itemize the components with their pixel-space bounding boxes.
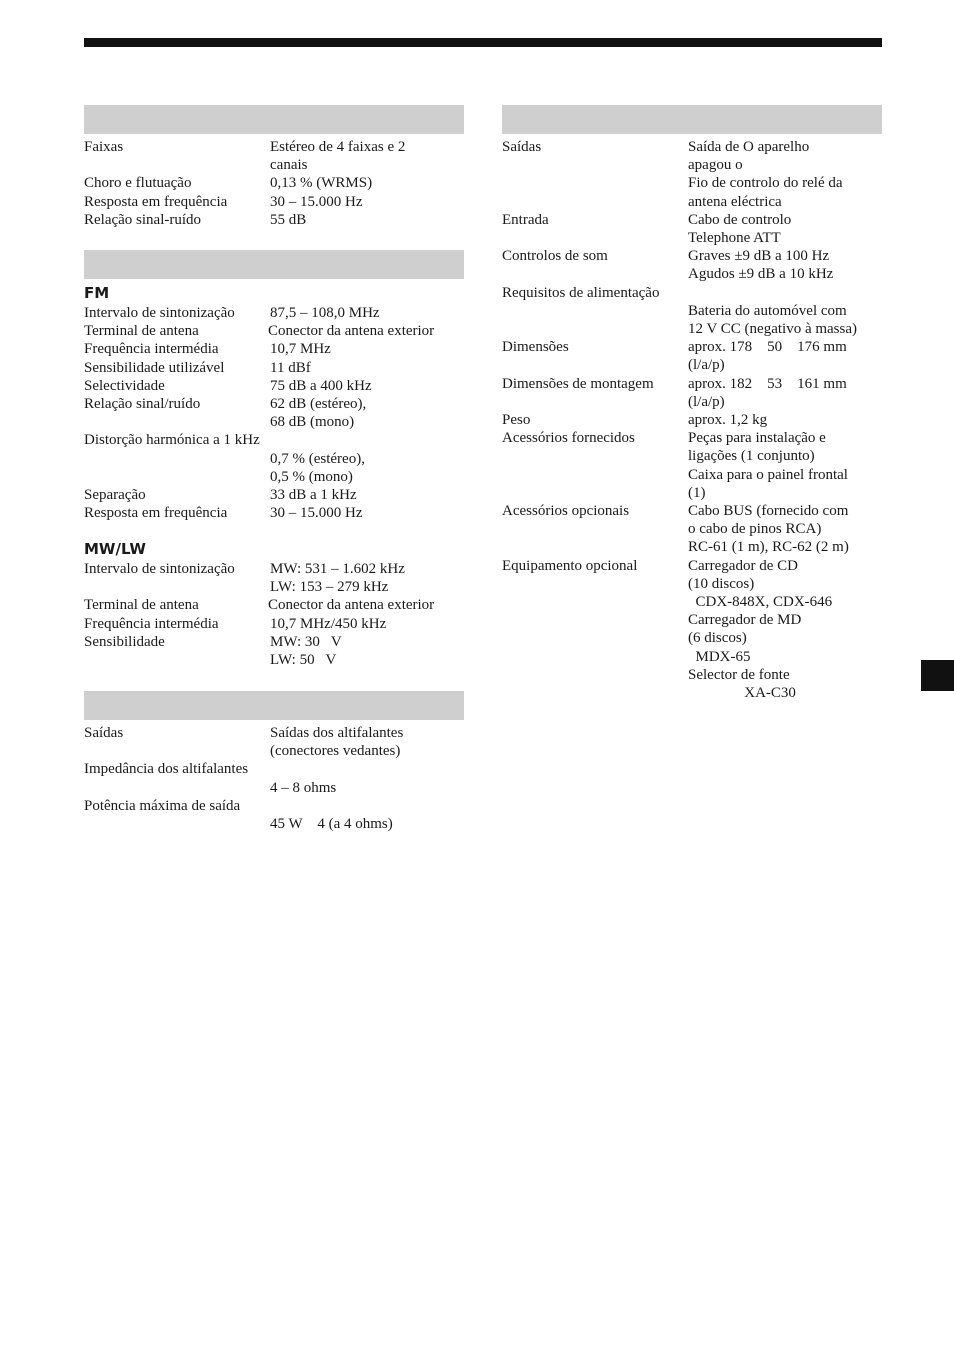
fm-spec-value: 33 dB a 1 kHz [270,487,357,503]
general-spec-label: Controlos de som [502,248,608,264]
tape-spec-value: Estéreo de 4 faixas e 2 [270,139,406,155]
mwlw-spec-value: 10,7 MHz/450 kHz [270,616,387,632]
general-spec-value: antena eléctrica [688,194,782,210]
general-spec-value: Peças para instalação e [688,430,826,446]
general-spec-value: ligações (1 conjunto) [688,448,815,464]
mwlw-spec-value: Conector da antena exterior [268,597,435,613]
amp-spec-label: Saídas [84,725,124,741]
mwlw-spec-value: MW: 30 V [270,634,342,650]
section-tab [921,660,954,691]
fm-spec-value: Conector da antena exterior [268,323,435,339]
general-spec-label: Acessórios opcionais [502,503,630,519]
amp-spec-label: Potência máxima de saída [84,798,241,814]
general-spec-value: aprox. 1,2 kg [688,412,768,428]
mwlw-spec-label: Terminal de antena [84,597,199,613]
general-spec-label: Dimensões [502,339,569,355]
amp-spec-label: Impedância dos altifalantes [84,761,249,777]
general-spec-value: aprox. 182 53 161 mm [688,376,847,392]
general-spec-value: Selector de fonte [688,667,790,683]
general-spec-value: (l/a/p) [688,357,725,373]
fm-spec-label: Selectividade [84,378,165,394]
tape-spec-label: Faixas [84,139,124,155]
general-spec-value: Caixa para o painel frontal [688,467,848,483]
general-spec-value: (l/a/p) [688,394,725,410]
amp-spec-value: 45 W 4 (a 4 ohms) [270,816,393,832]
fm-spec-label: Distorção harmónica a 1 kHz [84,432,260,448]
general-spec-value: Carregador de MD [688,612,802,628]
general-spec-value: Cabo de controlo [688,212,792,228]
fm-spec-label: Frequência intermédia [84,341,219,357]
general-spec-value: apagou o [688,157,743,173]
fm-spec-value: 75 dB a 400 kHz [270,378,372,394]
tape-spec-value: 0,13 % (WRMS) [270,175,373,191]
section-bar-tape [84,105,464,134]
general-spec-value: CDX-848X, CDX-646 [688,594,833,610]
amp-spec-value: Saídas dos altifalantes [270,725,404,741]
tape-spec-value: canais [270,157,308,173]
fm-spec-value: 87,5 – 108,0 MHz [270,305,380,321]
section-bar-general [502,105,882,134]
fm-heading: FM [84,284,110,302]
fm-spec-value: 11 dBf [270,360,311,376]
general-spec-value: Graves ±9 dB a 100 Hz [688,248,830,264]
fm-spec-value: 10,7 MHz [270,341,331,357]
general-spec-value: Agudos ±9 dB a 10 kHz [688,266,834,282]
mwlw-spec-label: Sensibilidade [84,634,165,650]
general-spec-value: Bateria do automóvel com [688,303,847,319]
amp-spec-value: 4 – 8 ohms [270,780,337,796]
mwlw-heading: MW/LW [84,540,146,558]
mwlw-spec-value: MW: 531 – 1.602 kHz [270,561,405,577]
general-spec-value: MDX-65 [688,649,751,665]
fm-spec-label: Separação [84,487,146,503]
general-spec-value: o cabo de pinos RCA) [688,521,822,537]
tape-spec-value: 55 dB [270,212,307,228]
tape-spec-label: Resposta em frequência [84,194,228,210]
general-spec-label: Peso [502,412,531,428]
general-spec-value: (6 discos) [688,630,747,646]
general-spec-value: Fio de controlo do relé da [688,175,843,191]
general-spec-value: Cabo BUS (fornecido com [688,503,849,519]
fm-spec-value: 0,5 % (mono) [270,469,353,485]
general-spec-label: Dimensões de montagem [502,376,654,392]
tape-spec-label: Choro e flutuação [84,175,192,191]
mwlw-spec-value: LW: 50 V [270,652,337,668]
general-spec-value: Telephone ATT [688,230,781,246]
fm-spec-value: 62 dB (estéreo), [270,396,367,412]
general-spec-value: Carregador de CD [688,558,798,574]
fm-spec-value: 68 dB (mono) [270,414,355,430]
fm-spec-label: Intervalo de sintonização [84,305,235,321]
section-bar-tuner [84,250,464,279]
general-spec-label: Saídas [502,139,542,155]
fm-spec-label: Relação sinal/ruído [84,396,201,412]
mwlw-spec-label: Frequência intermédia [84,616,219,632]
general-spec-label: Equipamento opcional [502,558,638,574]
amp-spec-value: (conectores vedantes) [270,743,401,759]
general-spec-value: (1) [688,485,706,501]
mwlw-spec-label: Intervalo de sintonização [84,561,235,577]
section-bar-amplifier [84,691,464,720]
fm-spec-value: 0,7 % (estéreo), [270,451,365,467]
fm-spec-value: 30 – 15.000 Hz [270,505,363,521]
general-spec-value: (10 discos) [688,576,755,592]
general-spec-value: RC-61 (1 m), RC-62 (2 m) [688,539,849,555]
mwlw-spec-value: LW: 153 – 279 kHz [270,579,389,595]
fm-spec-label: Terminal de antena [84,323,199,339]
tape-spec-label: Relação sinal-ruído [84,212,202,228]
tape-spec-value: 30 – 15.000 Hz [270,194,363,210]
header-rule [84,38,882,47]
general-spec-label: Entrada [502,212,549,228]
fm-spec-label: Resposta em frequência [84,505,228,521]
fm-spec-label: Sensibilidade utilizável [84,360,225,376]
general-spec-label: Acessórios fornecidos [502,430,635,446]
general-spec-label: Requisitos de alimentação [502,285,660,301]
general-spec-value: aprox. 178 50 176 mm [688,339,847,355]
general-spec-value: 12 V CC (negativo à massa) [688,321,858,337]
general-spec-value: XA-C30 [688,685,796,701]
general-spec-value: Saída de O aparelho [688,139,810,155]
